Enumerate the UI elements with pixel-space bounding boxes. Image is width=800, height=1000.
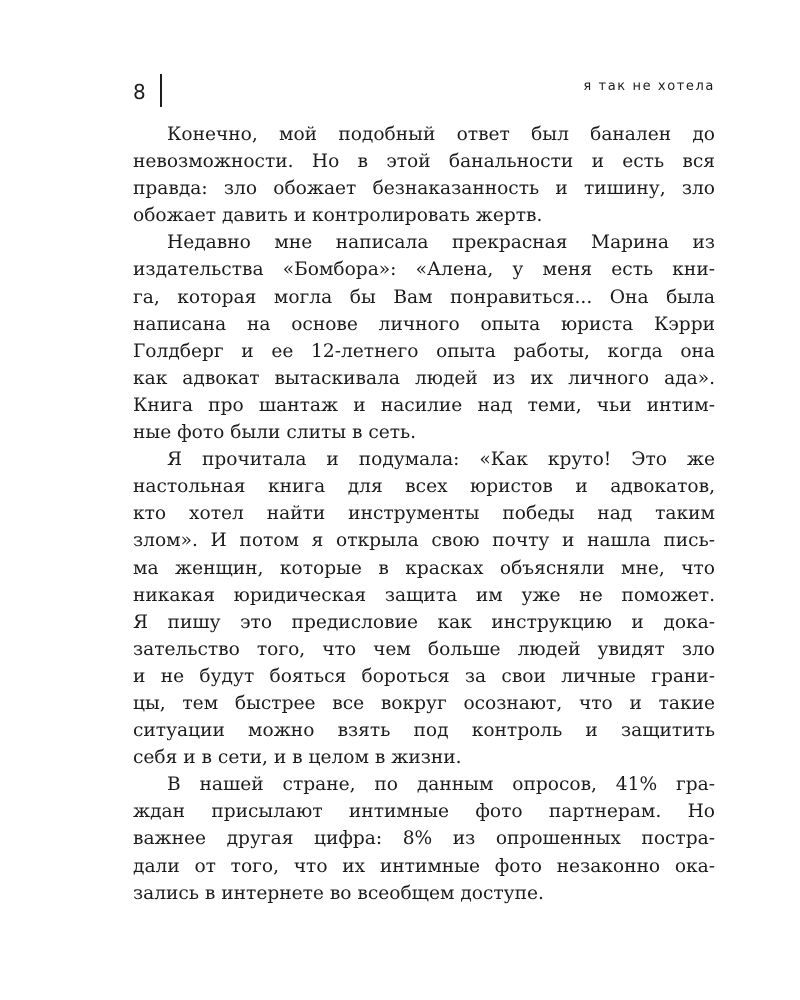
paragraph-1: [133, 121, 715, 229]
text-line: и не будут бояться бороться за свои личные грани-: [133, 665, 715, 687]
text-line: зались в интернете во всеобщем доступе.: [133, 882, 544, 904]
text-line: правда: зло обожает безнаказанность и тишину, зло: [133, 178, 715, 200]
text-line: В нашей стране, по данным опросов, 41% гра-: [167, 774, 715, 796]
text-line: ма женщин, которые в красках объясняли мне, что: [133, 557, 715, 579]
text-line: обожает давить и контролировать жертв.: [133, 205, 543, 227]
text-line: Я пишу это предисловие как инструкцию и дока-: [133, 611, 715, 633]
paragraph-2: [133, 229, 715, 446]
running-title: я так не хотела: [583, 79, 715, 94]
text-line: издательства «Бомбора»: «Алена, у меня есть кни-: [133, 259, 715, 281]
text-line: дали от того, что их интимные фото незаконно ока-: [133, 855, 715, 877]
text-line: ные фото были слиты в сеть.: [133, 422, 417, 444]
page-number: 8: [133, 80, 146, 104]
text-line: злом». И потом я открыла свою почту и нашла пись-: [133, 530, 715, 552]
text-line: кто хотел найти инструменты победы над таким: [133, 503, 715, 525]
header-divider: [160, 74, 162, 107]
text-line: Голдберг и ее 12-летнего опыта работы, когда она: [133, 340, 715, 362]
body-text: [133, 121, 715, 907]
text-line: Конечно, мой подобный ответ был банален до: [167, 124, 715, 145]
text-line: ситуации можно взять под контроль и защитить: [133, 720, 715, 742]
text-line: Книга про шантаж и насилие над теми, чьи интим-: [133, 394, 715, 416]
text-line: Недавно мне написала прекрасная Марина из: [167, 232, 715, 254]
page-header: [133, 74, 715, 108]
text-line: написана на основе личного опыта юриста Кэрри: [133, 313, 715, 335]
text-line: га, которая могла бы Вам понравиться... Она была: [133, 286, 715, 308]
paragraph-3: [133, 446, 715, 771]
text-line: Я прочитала и подумала: «Как круто! Это же: [167, 449, 715, 471]
text-line: зательство того, что чем больше людей увидят зло: [133, 638, 715, 660]
text-line: никакая юридическая защита им уже не поможет.: [133, 584, 715, 606]
text-line: невозможности. Но в этой банальности и есть вся: [133, 151, 715, 173]
text-line: важнее другая цифра: 8% из опрошенных постра-: [133, 828, 715, 850]
text-line: настольная книга для всех юристов и адвокатов,: [133, 476, 715, 498]
text-line: ждан присылают интимные фото партнерам. Но: [133, 801, 715, 823]
text-line: как адвокат вытаскивала людей из их личного ада».: [133, 367, 715, 389]
paragraph-4: [133, 771, 715, 906]
text-line: себя и в сети, и в целом в жизни.: [133, 747, 462, 769]
text-line: цы, тем быстрее все вокруг осознают, что и такие: [133, 692, 715, 714]
